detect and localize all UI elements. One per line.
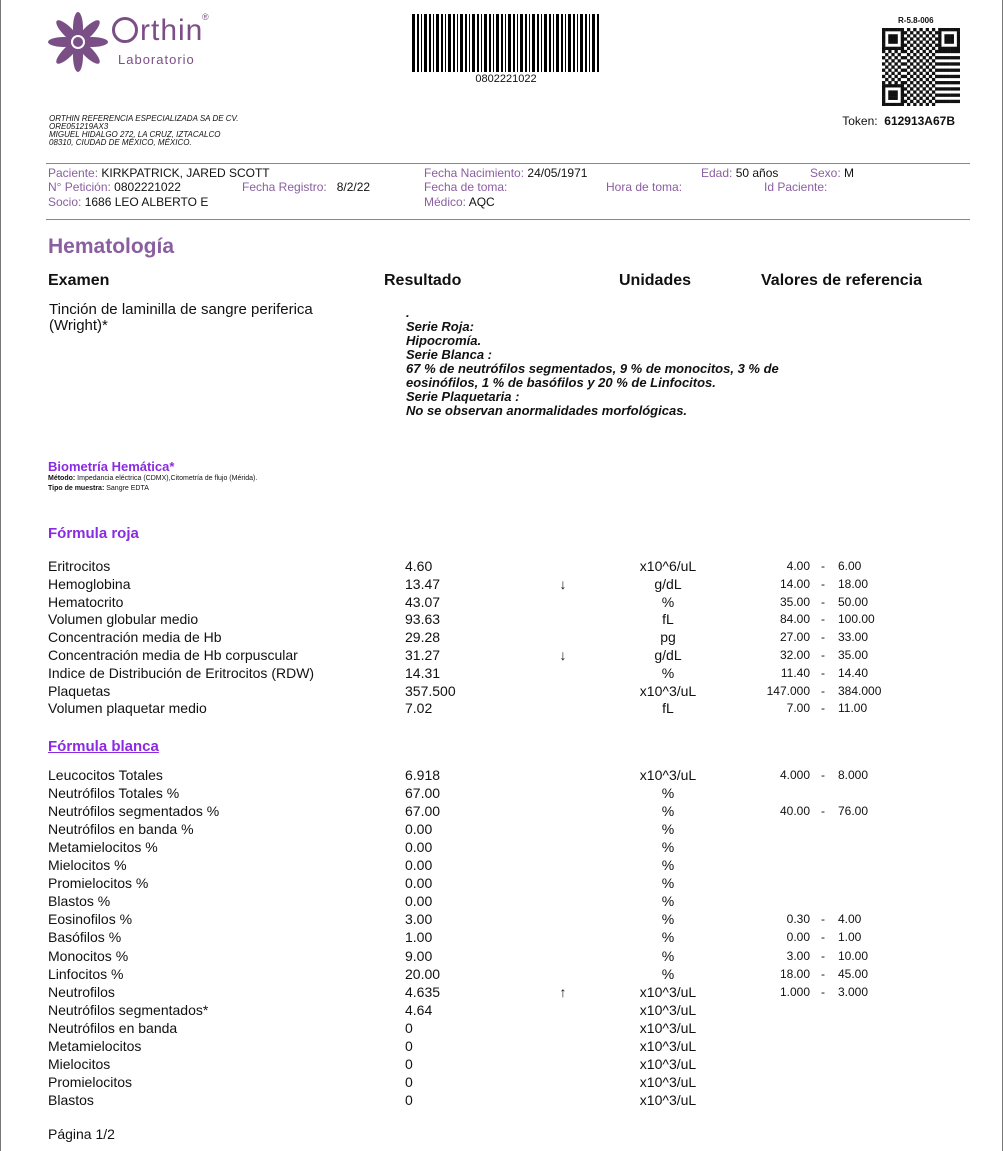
birth-date: Fecha Nacimiento: 24/05/1971 [424,166,588,180]
exam-name: Blastos % [48,893,111,910]
table-row [0,629,1003,647]
result-value: 14.31 [405,664,441,681]
reference-high: 11.00 [838,701,868,716]
company-info [49,115,239,147]
reference-low: 14.00 [779,576,810,591]
result-value: 31.27 [405,647,441,663]
reference-high: 18.00 [838,576,869,591]
exam-name: Volumen plaquetar medio [48,700,207,717]
reference-dash: - [821,594,825,609]
token-value: 612913A67B [884,114,955,128]
biometry-method: Método: Impedancia eléctrica (CDMX),Citometría de flujo (Mérida). [48,475,258,482]
exam-name: Hemoglobina [48,575,131,592]
table-row [0,911,1003,929]
exam-name: Neutrófilos en banda % [48,821,194,838]
reference-high: 76.00 [838,804,869,819]
result-value: 93.63 [405,611,441,628]
biometry-sample: Tipo de muestra: Sangre EDTA [48,485,149,492]
result-value: 0.00 [405,821,433,838]
reference-low: 7.00 [786,701,810,716]
unit: x10^3/uL [639,1055,697,1072]
unit: x10^3/uL [639,983,697,1000]
reference-low: 147.000 [766,683,810,698]
table-row [0,767,1003,785]
divider [46,163,970,164]
exam-name: Linfocitos % [48,965,124,982]
reference-high: 4.00 [838,912,862,927]
reference-low: 4.000 [779,768,810,782]
column-header-reference: Valores de referencia [761,272,922,289]
result-value: 0.00 [405,875,433,892]
reference-dash: - [821,576,825,591]
exam-name: Neutrófilos segmentados* [48,1001,209,1018]
doctor: Médico: AQC [424,195,495,209]
result-value: 20.00 [405,965,441,982]
unit: % [661,593,675,610]
table-row [0,984,1003,1002]
reference-dash: - [821,648,825,662]
age: Edad: 50 años [701,166,779,180]
reference-low: 27.00 [779,630,810,645]
unit: x10^3/uL [639,1073,697,1090]
reference-high: 45.00 [838,966,869,981]
unit: % [661,929,675,946]
token: Token: 612913A67B [842,114,955,128]
table-row [0,1020,1003,1038]
company-line: ORE051219AX3 [49,122,109,131]
reference-dash: - [821,984,825,999]
table-row [0,576,1003,594]
reference-low: 40.00 [779,804,810,819]
exam-name: Metamielocitos [48,1037,142,1054]
reference-high: 35.00 [838,648,869,662]
unit: g/dL [654,647,682,663]
reference-low: 84.00 [779,612,810,627]
registered-mark: ® [202,12,209,22]
unit: g/dL [654,575,682,592]
reference-high: 384.000 [838,683,882,698]
reference-dash: - [821,804,825,819]
unit: % [661,965,675,982]
biometry-title: Biometría Hemática* [48,459,175,474]
exam-name: Concentración media de Hb corpuscular [48,647,298,663]
unit: % [661,947,675,964]
flower-logo-icon [46,12,116,76]
table-row [0,857,1003,875]
sex: Sexo: M [810,166,855,180]
unit: % [661,893,675,910]
partner: Socio: 1686 LEO ALBERTO E [48,195,209,209]
result-value: 4.60 [405,558,433,574]
patient-id: Id Paciente: [764,180,828,194]
result-value: 13.47 [405,575,441,592]
exam-name: Basófilos % [48,929,122,946]
table-row [0,647,1003,665]
exam-name: Mielocitos [48,1055,111,1072]
barcode-number: 0802221022 [475,73,537,85]
exam-name: Indice de Distribución de Eritrocitos (RDW) [48,664,315,681]
unit: % [661,803,675,820]
smear-exam-name: Tinción de laminilla de sangre periferica (Wright)* [49,301,313,334]
exam-name: Neutrófilos segmentados % [48,803,220,820]
result-value: 9.00 [405,947,433,964]
unit: fL [662,611,674,628]
reference-high: 1.00 [838,930,862,945]
exam-name: Volumen globular medio [48,611,199,628]
reference-dash: - [821,966,825,981]
company-line: ORTHIN REFERENCIA ESPECIALIZADA SA DE CV. [49,114,239,123]
table-row [0,1002,1003,1020]
result-value: 0 [405,1055,413,1072]
company-line: 08310, CIUDAD DE MÉXICO, MÉXICO. [49,138,192,147]
exam-name: Plaquetas [48,682,111,699]
reference-low: 4.00 [786,559,810,573]
unit: x10^3/uL [639,682,697,699]
exam-name: Eosinofilos % [48,911,133,928]
flag-arrow-icon: ↑ [559,983,567,1000]
divider [46,219,970,220]
table-row [0,839,1003,857]
reference-high: 50.00 [838,594,869,609]
reference-dash: - [821,612,825,627]
table-row [0,683,1003,701]
flag-arrow-icon: ↓ [559,575,567,592]
reference-low: 3.00 [786,948,810,963]
table-row [0,594,1003,612]
petition-number: N° Petición: 0802221022 [48,180,181,194]
unit: % [661,839,675,856]
reference-high: 8.000 [838,768,869,782]
table-row [0,700,1003,718]
white-formula-title: Fórmula blanca [48,738,159,755]
reference-high: 14.40 [838,665,869,680]
result-value: 0 [405,1073,413,1090]
exam-name: Monocitos % [48,947,129,964]
unit: x10^3/uL [639,767,697,783]
sample-date: Fecha de toma: [424,180,508,194]
table-row [0,875,1003,893]
red-formula-title: Fórmula roja [48,525,139,542]
reference-dash: - [821,930,825,945]
column-header-units: Unidades [619,272,692,289]
result-value: 0.00 [405,839,433,856]
reference-low: 0.30 [786,912,810,927]
unit: x10^3/uL [639,1019,697,1036]
table-row [0,929,1003,947]
unit: x10^6/uL [639,558,697,574]
logo-subtitle: Laboratorio [118,52,195,67]
table-row [0,665,1003,683]
table-row [0,558,1003,576]
reference-dash: - [821,948,825,963]
reference-dash: - [821,701,825,716]
exam-name: Promielocitos % [48,875,149,892]
reference-high: 33.00 [838,630,869,645]
result-value: 3.00 [405,911,433,928]
exam-name: Neutrofilos [48,983,115,1000]
unit: fL [662,700,674,717]
unit: x10^3/uL [639,1001,697,1018]
flag-arrow-icon: ↓ [559,647,567,663]
barcode [410,14,602,72]
table-row [0,1092,1003,1110]
reference-dash: - [821,665,825,680]
reference-low: 35.00 [779,594,810,609]
result-value: 0 [405,1091,413,1108]
section-title: Hematología [48,235,175,258]
result-value: 0 [405,1019,413,1036]
table-row [0,785,1003,803]
result-value: 67.00 [405,803,441,820]
smear-result: . Serie Roja: Hipocromía. Serie Blanca : 67 % de neutrófilos segmentados, 9 % de monocitos, 3 % de eosinófilos, 1 % de basófilos y 20 % de Linfocitos. Serie Plaquetaria : No se observan anormalidades morfológicas. [406,305,779,418]
reference-high: 100.00 [838,612,875,627]
unit: % [661,821,675,838]
patient-name: Paciente: KIRKPATRICK, JARED SCOTT [48,166,270,180]
reference-low: 11.40 [780,665,810,680]
reference-high: 3.000 [838,984,869,999]
column-header-result: Resultado [384,272,462,289]
exam-name: Hematocrito [48,593,124,610]
reference-low: 1.000 [779,984,810,999]
table-row [0,611,1003,629]
result-value: 0.00 [405,893,433,910]
reference-high: 10.00 [838,948,869,963]
result-value: 4.64 [405,1001,433,1018]
result-value: 4.635 [405,983,441,1000]
result-value: 43.07 [405,593,441,610]
result-value: 0.00 [405,857,433,874]
result-value: 1.00 [405,929,433,946]
reference-dash: - [821,559,825,573]
exam-name: Neutrófilos Totales % [48,785,180,802]
table-row [0,1056,1003,1074]
exam-name: Blastos [48,1091,94,1108]
result-value: 7.02 [405,700,433,717]
unit: % [661,911,675,928]
exam-name: Promielocitos [48,1073,133,1090]
result-value: 67.00 [405,785,441,802]
result-value: 357.500 [405,682,456,699]
table-row [0,1038,1003,1056]
unit: pg [660,629,676,646]
table-row [0,1074,1003,1092]
table-row [0,948,1003,966]
qr-code-icon [882,28,960,106]
reference-high: 6.00 [838,559,862,573]
unit: % [661,857,675,874]
unit: % [661,785,675,802]
exam-name: Eritrocitos [48,558,111,574]
unit: % [661,875,675,892]
column-header-exam: Examen [48,272,110,289]
reference-low: 32.00 [779,648,810,662]
reference-dash: - [821,683,825,698]
exam-name: Metamielocitos % [48,839,158,856]
exam-name: Leucocitos Totales [48,767,163,783]
unit: % [661,664,675,681]
unit: x10^3/uL [639,1091,697,1108]
result-value: 0 [405,1037,413,1054]
table-row [0,966,1003,984]
exam-name: Concentración media de Hb [48,629,222,646]
table-row [0,821,1003,839]
result-value: 29.28 [405,629,441,646]
logo-word: rthin [112,14,203,48]
unit: x10^3/uL [639,1037,697,1054]
table-row [0,893,1003,911]
page-number: Página 1/2 [48,1126,115,1142]
orthin-logo [46,12,221,76]
sample-time: Hora de toma: [606,180,683,194]
reference-dash: - [821,912,825,927]
doc-code: R-5.8-006 [898,16,934,25]
reference-low: 0.00 [786,930,810,945]
table-row [0,803,1003,821]
exam-name: Mielocitos % [48,857,127,874]
reference-dash: - [821,768,825,782]
reference-low: 18.00 [779,966,810,981]
exam-name: Neutrófilos en banda [48,1019,178,1036]
company-line: MIGUEL HIDALGO 272, LA CRUZ, IZTACALCO [49,130,221,139]
reference-dash: - [821,630,825,645]
result-value: 6.918 [405,767,441,783]
registration-date: Fecha Registro: 8/2/22 [242,180,371,194]
